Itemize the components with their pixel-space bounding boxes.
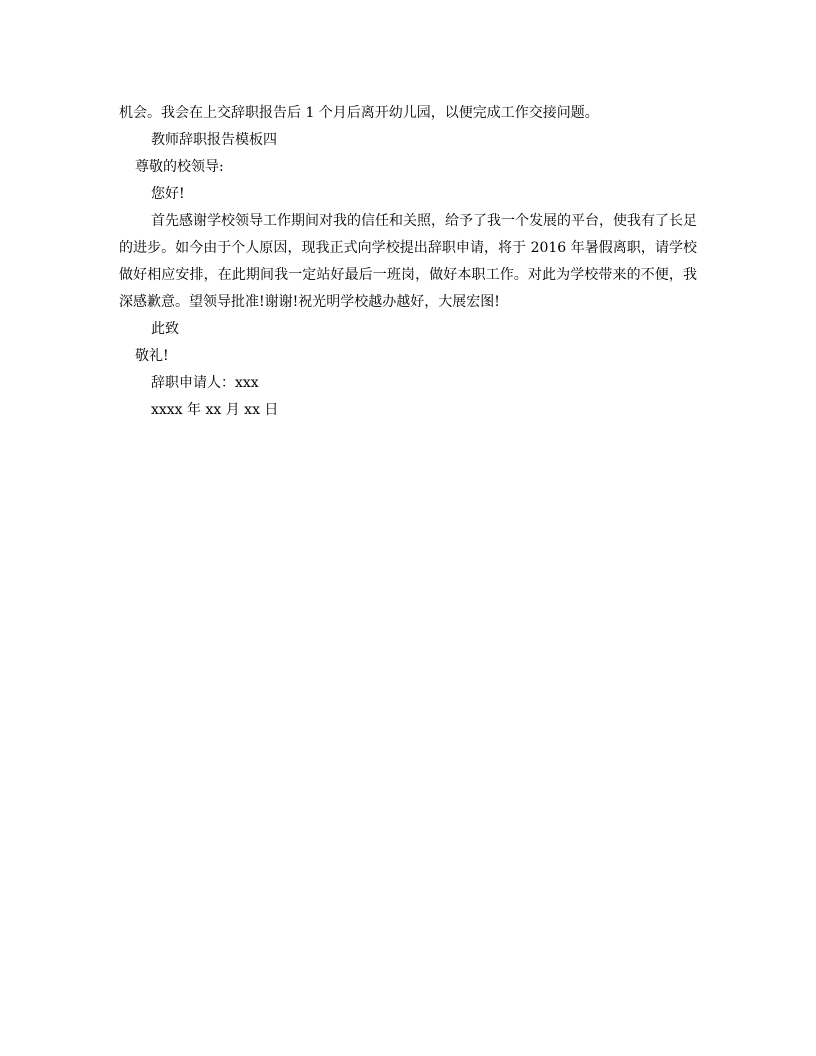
document-body bbox=[119, 100, 697, 424]
section-title: 教师辞职报告模板四 bbox=[151, 132, 277, 148]
closing-jing-li: 敬礼! bbox=[135, 348, 169, 364]
closing-ci-zhi: 此致 bbox=[151, 321, 179, 337]
salutation: 尊敬的校领导: bbox=[135, 159, 224, 175]
greeting: 您好! bbox=[151, 186, 185, 202]
main-paragraph: 首先感谢学校领导工作期间对我的信任和关照，给予了我一个发展的平台，使我有了长足的进步。如今由于个人原因，现我正式向学校提出辞职申请，将于 2016 年暑假离职，请学校做好相应安排，在此期间我一定站好最后一班岗，做好本职工作。对此为学校带来的不便，我深感歉意。望领导批准!谢谢!祝光明学校越办越好，大展宏图! bbox=[119, 213, 697, 310]
date-line: xxxx 年 xx 月 xx 日 bbox=[151, 402, 279, 418]
continuation-line: 机会。我会在上交辞职报告后 1 个月后离开幼儿园，以便完成工作交接问题。 bbox=[119, 105, 599, 121]
signature-line: 辞职申请人：xxx bbox=[151, 375, 259, 391]
